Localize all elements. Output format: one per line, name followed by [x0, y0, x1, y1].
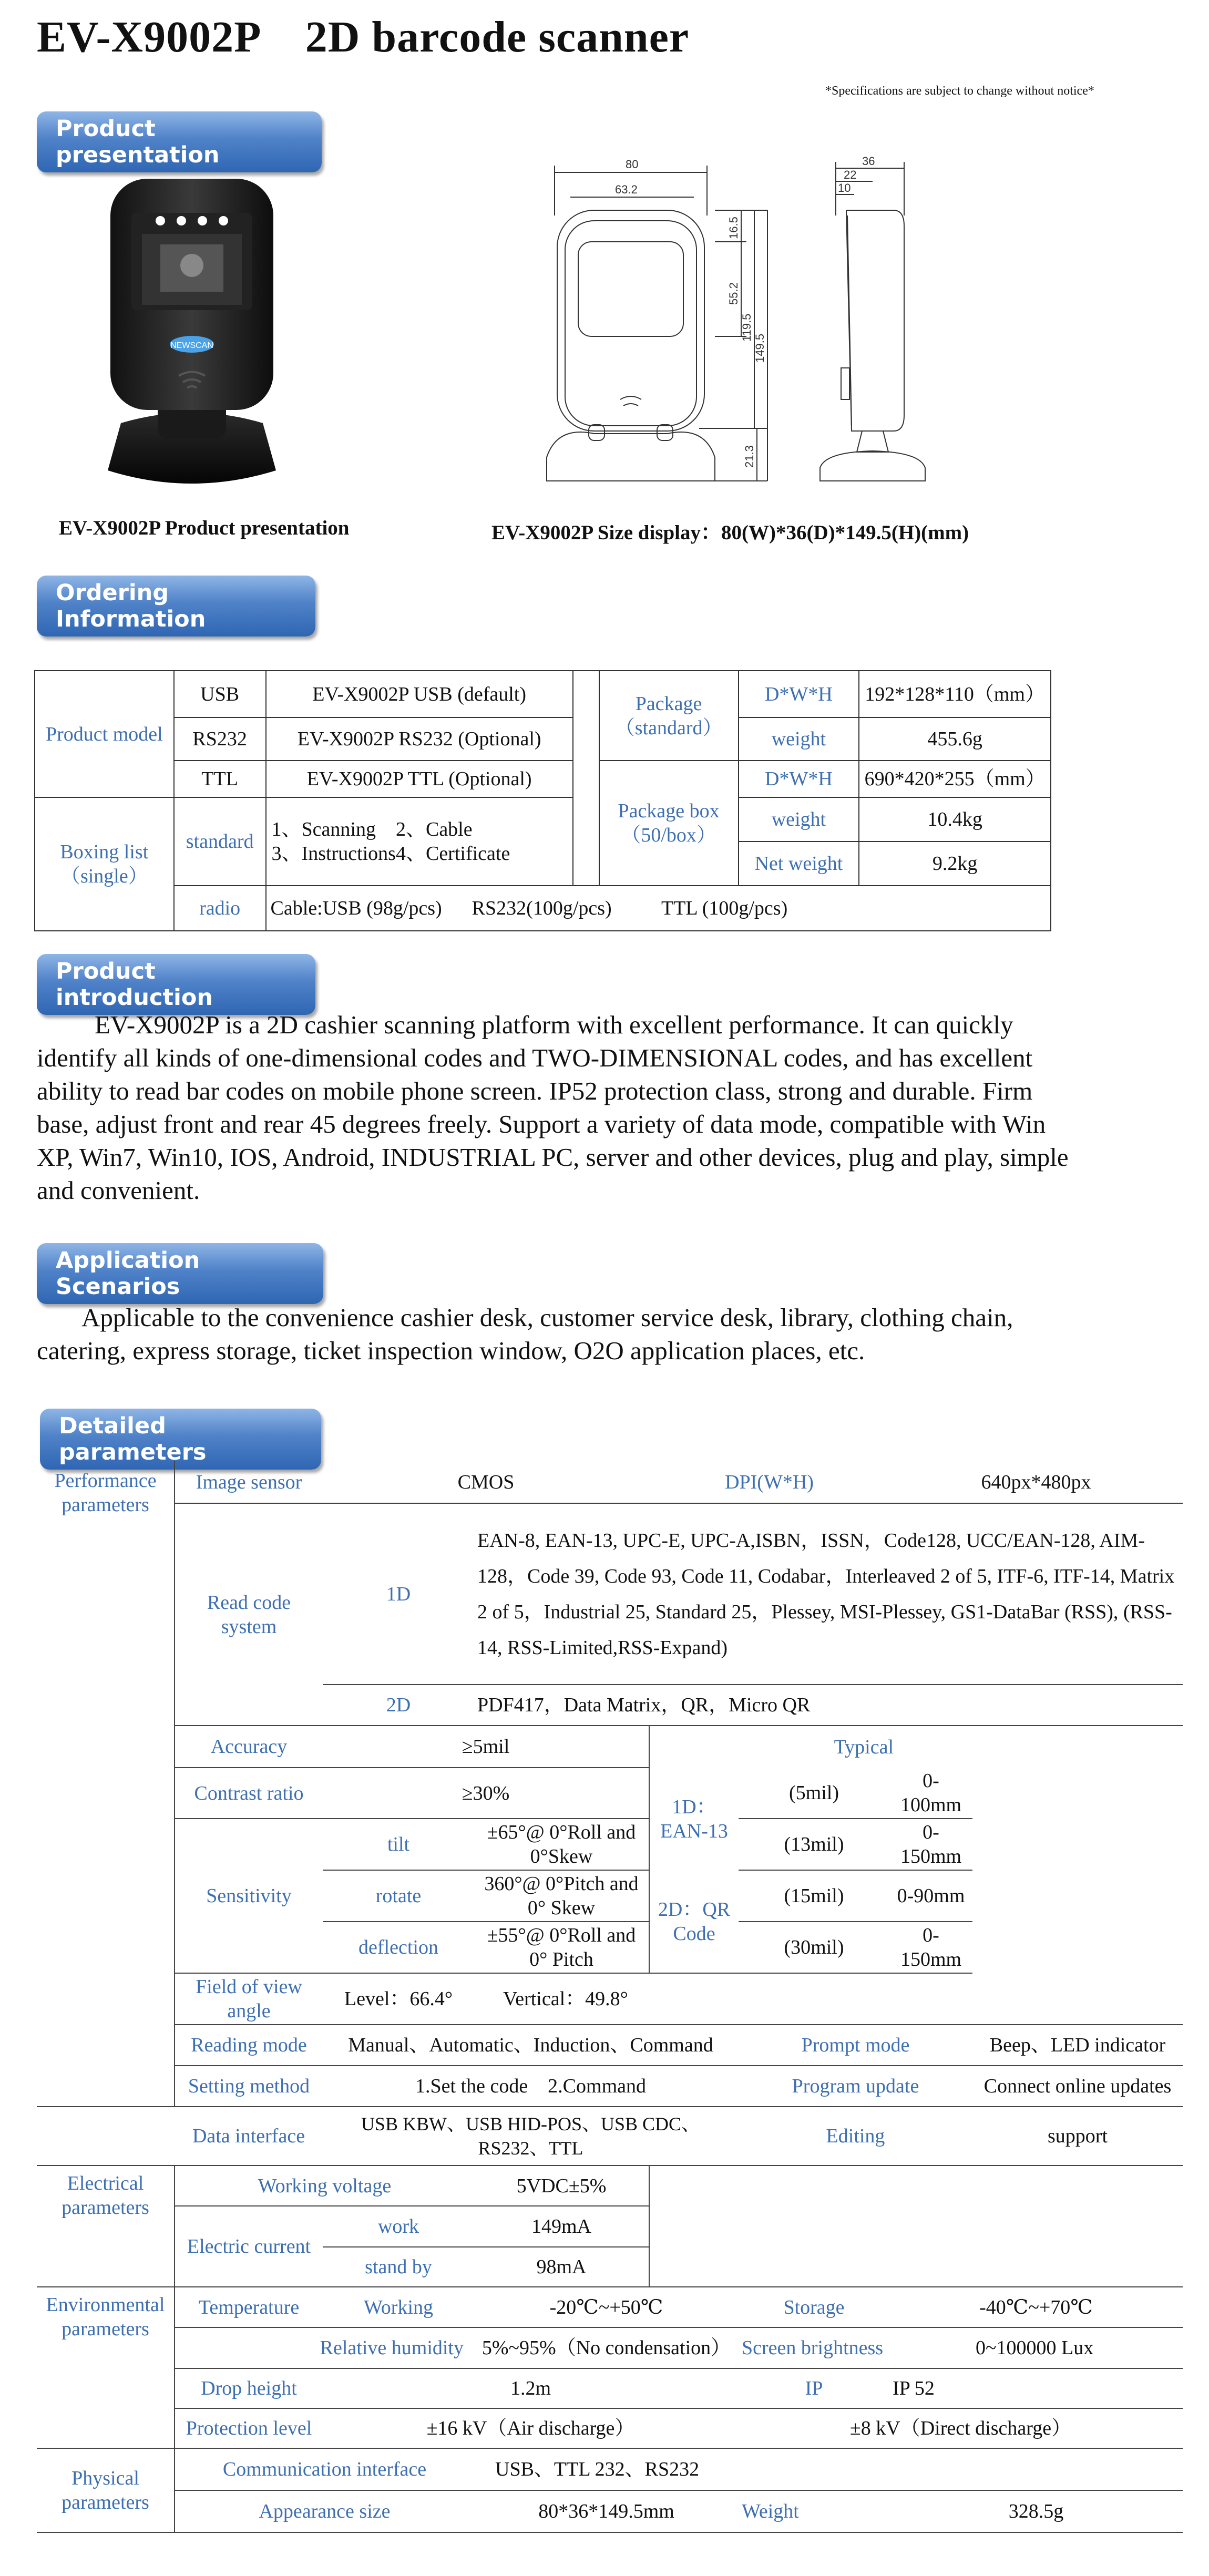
box-dwh-label: D*W*H	[739, 761, 859, 797]
2d-codes: PDF417，Data Matrix，QR，Micro QR	[474, 1685, 1183, 1726]
section-detailed-parameters: Detailed parameters	[40, 1409, 321, 1470]
prompt-mode-value: Beep、LED indicator	[972, 2025, 1183, 2066]
typical-label: Typical	[834, 1736, 894, 1758]
model-rs232: RS232	[174, 717, 266, 761]
radio-value: Cable:USB (98g/pcs) RS232(100g/pcs) TTL (100g/pcs)	[266, 886, 1051, 931]
communication-interface-label: Communication interface	[175, 2448, 474, 2490]
ean13-label: 1D：EAN-13	[660, 1795, 728, 1842]
brand-logo: NEWSCAN	[170, 341, 213, 350]
sensitivity-label: Sensitivity	[175, 1819, 323, 1973]
package-weight-value: 455.6g	[859, 717, 1051, 761]
screen-brightness-value: 0~100000 Lux	[972, 2327, 1183, 2368]
contrast-ratio-label: Contrast ratio	[175, 1768, 323, 1819]
appearance-size-value: 80*36*149.5mm	[474, 2490, 739, 2532]
section-product-introduction: Product introduction	[37, 954, 315, 1015]
image-sensor-value: CMOS	[323, 1461, 649, 1503]
editing-value: support	[972, 2107, 1183, 2166]
fov-level: Level：66.4°	[323, 1973, 474, 2025]
deflection-label: deflection	[323, 1922, 474, 1973]
svg-text:36: 36	[862, 155, 875, 168]
model-usb-value: EV-X9002P USB (default)	[266, 671, 573, 717]
rotate-label: rotate	[323, 1870, 474, 1922]
svg-text:149.5: 149.5	[753, 333, 766, 363]
typical-5mil-range: 0-100mm	[889, 1768, 972, 1819]
screen-brightness-label: Screen brightness	[739, 2327, 972, 2368]
net-weight-value: 9.2kg	[859, 841, 1051, 886]
parameters-table	[37, 1461, 1183, 2533]
drop-height-value: 1.2m	[323, 2368, 739, 2408]
2d-label: 2D	[323, 1685, 474, 1726]
working-temp-value: -20℃~+50℃	[474, 2287, 739, 2327]
weight-label: Weight	[739, 2490, 889, 2532]
physical-parameters-label: Physical parameters	[37, 2448, 175, 2532]
model-usb: USB	[174, 671, 266, 717]
typical-30mil: (30mil)	[739, 1922, 889, 1973]
svg-text:16.5: 16.5	[727, 217, 740, 239]
svg-text:55.2: 55.2	[727, 282, 740, 305]
contrast-ratio-value: ≥30%	[323, 1768, 649, 1819]
drop-height-label: Drop height	[175, 2368, 323, 2408]
boxing-items: 1、Scanning 2、Cable 3、Instructions4、Certificate	[266, 797, 573, 886]
radio-label: radio	[174, 886, 266, 931]
typical-15mil: (15mil)	[739, 1870, 889, 1922]
svg-text:80: 80	[626, 158, 639, 171]
work-current-value: 149mA	[474, 2206, 649, 2247]
deflection-value: ±55°@ 0°Roll and 0° Pitch	[474, 1922, 649, 1973]
read-code-system-label: Read code system	[175, 1503, 323, 1726]
electric-current-label: Electric current	[175, 2206, 323, 2287]
direct-discharge-value: ±8 kV（Direct discharge）	[739, 2408, 1183, 2448]
typical-13mil-range: 0-150mm	[889, 1819, 972, 1870]
reading-mode-value: Manual、Automatic、Induction、Command	[323, 2025, 739, 2066]
accuracy-value: ≥5mil	[323, 1726, 649, 1768]
appearance-size-label: Appearance size	[175, 2490, 474, 2532]
editing-label: Editing	[739, 2107, 972, 2166]
weight-value: 328.5g	[889, 2490, 1183, 2532]
image-sensor-label: Image sensor	[175, 1461, 323, 1503]
communication-interface-value: USB、TTL 232、RS232	[474, 2448, 739, 2490]
intro-paragraph: EV-X9002P is a 2D cashier scanning platform with excellent performance. It can quickly identify all kinds of one-dimensional codes and TWO-DIMENSIONAL codes, and has excellent ability to read bar codes on mobile phone screen. IP52 protection class, strong and durable. Firm base, adjust front and rear 45 degrees freely. Support a variety of data mode, compatible with Win XP, Win7, Win10, IOS, Android, INDUSTRIAL PC, server and other devices, plug and play, simple and convenient.	[37, 1010, 1069, 1205]
boxing-standard-label: standard	[174, 797, 266, 886]
data-interface-value: USB KBW、USB HID-POS、USB CDC、RS232、TTL	[323, 2107, 739, 2166]
typical-30mil-range: 0-150mm	[889, 1922, 972, 1973]
typical-13mil: (13mil)	[739, 1819, 889, 1870]
package-dwh-label: D*W*H	[739, 671, 859, 717]
dpi-value: 640px*480px	[889, 1461, 1183, 1503]
model-rs232-value: EV-X9002P RS232 (Optional)	[266, 717, 573, 761]
tilt-label: tilt	[323, 1819, 474, 1870]
ip-label: IP	[739, 2368, 889, 2408]
temperature-label: Temperature	[175, 2287, 323, 2327]
standby-current-value: 98mA	[474, 2247, 649, 2287]
work-current-label: work	[323, 2206, 474, 2247]
prompt-mode-label: Prompt mode	[739, 2025, 972, 2066]
model-ttl: TTL	[174, 761, 266, 797]
svg-text:21.3: 21.3	[743, 445, 756, 468]
standby-current-label: stand by	[323, 2247, 474, 2287]
svg-text:63.2: 63.2	[615, 183, 638, 196]
section-product-presentation: Product presentation	[37, 111, 322, 172]
package-weight-label: weight	[739, 717, 859, 761]
setting-method-label: Setting method	[175, 2066, 323, 2107]
model-ttl-value: EV-X9002P TTL (Optional)	[266, 761, 573, 797]
spec-notice: *Specifications are subject to change without notice*	[825, 84, 1094, 98]
caption-product-presentation: EV-X9002P Product presentation	[59, 517, 350, 539]
protection-level-label: Protection level	[175, 2408, 323, 2448]
working-voltage-value: 5VDC±5%	[474, 2166, 649, 2206]
product-photo	[100, 176, 284, 497]
box-weight-label: weight	[739, 797, 859, 841]
fov-vertical: Vertical：49.8°	[474, 1973, 649, 2025]
page-title: EV-X9002P 2D barcode scanner	[37, 13, 690, 61]
working-voltage-label: Working voltage	[175, 2166, 474, 2206]
program-update-label: Program update	[739, 2066, 972, 2107]
reading-mode-label: Reading mode	[175, 2025, 323, 2066]
caption-size-display: EV-X9002P Size display：80(W)*36(D)*149.5(H)(mm)	[491, 521, 969, 544]
accuracy-label: Accuracy	[175, 1726, 323, 1768]
performance-parameters-label: Performance parameters	[37, 1461, 175, 2107]
package-dwh-value: 192*128*110（mm）	[859, 671, 1051, 717]
working-temp-label: Working	[323, 2287, 474, 2327]
relative-humidity-value: 5%~95%（No condensation）	[474, 2327, 739, 2368]
typical-5mil: (5mil)	[739, 1768, 889, 1819]
1d-codes: EAN-8, EAN-13, UPC-E, UPC-A,ISBN，ISSN，Code128, UCC/EAN-128, AIM-128，Code 39, Code 93, Code 11, Codabar，Interleaved 2 of 5, ITF-6, ITF-14, Matrix 2 of 5，Industrial 25, Standard 25，Plessey, MSI-Plessey, GS1-DataBar (RSS), (RSS-14, RSS-Limited,RSS-Expand)	[474, 1503, 1183, 1685]
environmental-parameters-label: Environmental parameters	[37, 2287, 175, 2448]
ordering-table	[34, 670, 1051, 931]
section-application-scenarios: Application Scenarios	[37, 1243, 323, 1304]
1d-label: 1D	[323, 1503, 474, 1685]
tilt-value: ±65°@ 0°Roll and 0°Skew	[474, 1819, 649, 1870]
size-drawing	[526, 152, 957, 499]
scenarios-paragraph: Applicable to the convenience cashier desk, customer service desk, library, clothing chain, catering, express storage, ticket inspection window, O2O application places, etc.	[37, 1303, 1013, 1365]
svg-text:119.5: 119.5	[740, 313, 753, 342]
electrical-parameters-label: Electrical parameters	[37, 2166, 175, 2287]
dpi-label: DPI(W*H)	[649, 1461, 889, 1503]
program-update-value: Connect online updates	[972, 2066, 1183, 2107]
ip-value: IP 52	[889, 2368, 1183, 2408]
air-discharge-value: ±16 kV（Air discharge）	[323, 2408, 739, 2448]
svg-text:22: 22	[844, 168, 857, 181]
package-standard-label: Package （standard）	[599, 671, 739, 761]
typical-15mil-range: 0-90mm	[889, 1870, 972, 1922]
storage-temp-value: -40℃~+70℃	[889, 2287, 1183, 2327]
qr-code-label: 2D：QR Code	[649, 1870, 739, 1973]
section-ordering-information: Ordering Information	[37, 576, 315, 637]
storage-temp-label: Storage	[739, 2287, 889, 2327]
rotate-value: 360°@ 0°Pitch and 0° Skew	[474, 1870, 649, 1922]
setting-method-value: 1.Set the code 2.Command	[323, 2066, 739, 2107]
field-of-view-label: Field of view angle	[175, 1973, 323, 2025]
box-weight-value: 10.4kg	[859, 797, 1051, 841]
data-interface-label: Data interface	[175, 2107, 323, 2166]
svg-text:10: 10	[838, 181, 851, 194]
package-box-label: Package box （50/box）	[599, 761, 739, 886]
box-dwh-value: 690*420*255（mm）	[859, 761, 1051, 797]
boxing-list-label: Boxing list （single）	[35, 797, 174, 931]
net-weight-label: Net weight	[739, 841, 859, 886]
product-model-label: Product model	[35, 671, 174, 797]
relative-humidity-label: Relative humidity	[175, 2327, 474, 2368]
